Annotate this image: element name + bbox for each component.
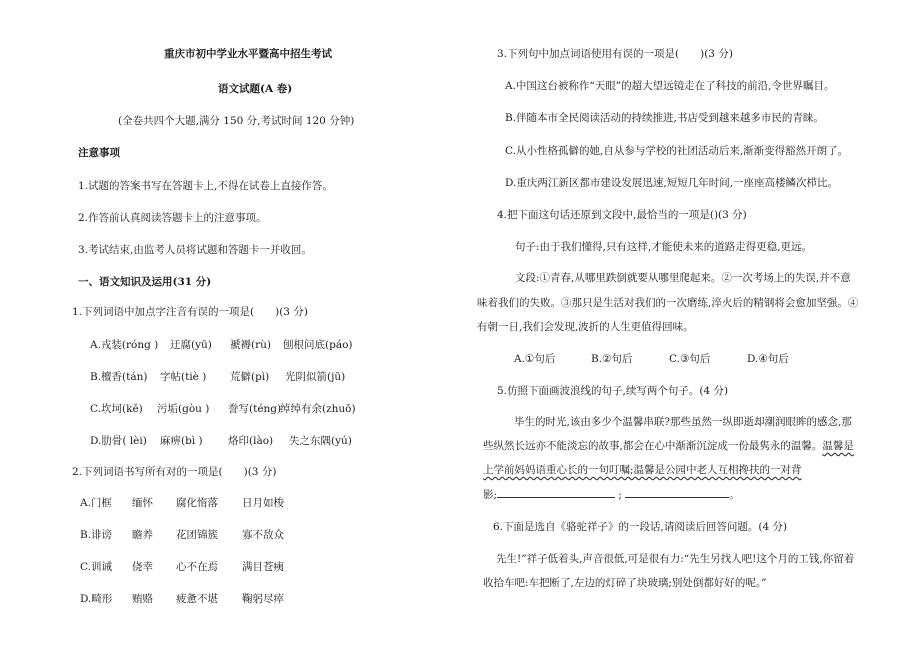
q5-answer-blank-1[interactable] bbox=[497, 487, 615, 498]
q1-option-b: B.檀香(tán) bbox=[90, 371, 148, 383]
q1-option-word: 迂腐(yū) bbox=[170, 339, 212, 351]
q1-option-c: C.坎坷(kě) bbox=[90, 403, 143, 415]
q2-option-b: B.诽谤 bbox=[80, 529, 113, 541]
question-stem: 2.下列词语书写所有对的一项是( )(3 分) bbox=[72, 466, 277, 478]
section-heading: 一、语文知识及运用(31 分) bbox=[78, 276, 212, 288]
q5-answer-prefix: 影; bbox=[483, 489, 498, 501]
q1-option-word: 失之东隅(yú) bbox=[289, 435, 352, 447]
q3-option-b: B.伴随本市全民阅读活动的持续推进,书店受到越来越多市民的青睐。 bbox=[505, 112, 824, 124]
question-stem: 4.把下面这句话还原到文段中,最恰当的一项是()(3 分) bbox=[497, 209, 747, 221]
q5-answer-line bbox=[483, 487, 740, 502]
exam-title: 重庆市初中学业水平暨高中招生考试 bbox=[164, 48, 332, 60]
q2-option-word: 花团锦簇 bbox=[176, 529, 218, 541]
question-stem: 3.下列句中加点词语使用有误的一项是( )(3 分) bbox=[497, 48, 733, 60]
question-stem: 6.下面是选自《骆驼祥子》的一段话,请阅读后回答问题。(4 分) bbox=[493, 521, 788, 533]
q1-option-word: 绰绰有余(zhuō) bbox=[280, 403, 356, 415]
q2-option-c: C.训诫 bbox=[80, 561, 112, 573]
q1-option-word: 誊写(téng) bbox=[228, 403, 282, 415]
q4-sentence: 句子:由于我们懂得,只有这样,才能使未来的道路走得更稳,更远。 bbox=[515, 241, 813, 253]
q2-option-d: D.畸形 bbox=[80, 593, 113, 605]
q2-option-word: 侥幸 bbox=[132, 561, 153, 573]
q2-option-word: 疲惫不堪 bbox=[176, 593, 218, 605]
notice-item: 2.作答前认真阅读答题卡上的注意事项。 bbox=[78, 212, 267, 224]
question-stem: 1.下列词语中加点字注音有误的一项是( )(3 分) bbox=[72, 306, 308, 318]
q3-option-c: C.从小性格孤僻的她,自从参与学校的社团活动后来,渐渐变得豁然开朗了。 bbox=[505, 145, 849, 157]
q1-option-word: 污垢(gòu ) bbox=[157, 403, 210, 415]
q3-option-d: D.重庆两江新区都市建设发展迅速,短短几年时间,一座座高楼鳞次栉比。 bbox=[505, 177, 839, 189]
q1-option-word: 荒僻(pì) bbox=[230, 371, 270, 383]
q2-option-word: 寡不敌众 bbox=[242, 529, 284, 541]
q4-passage-line: 文段:①青春,从哪里跌倒就要从哪里爬起来。②一次考场上的失误,并不意 bbox=[515, 272, 851, 284]
q2-option-word: 腐化惰落 bbox=[176, 497, 218, 509]
q5-answer-blank-2[interactable] bbox=[625, 487, 729, 498]
q1-option-d: D.肋骨( lèi) bbox=[90, 435, 147, 447]
q5-wave-line: 上学前妈妈语重心长的一句叮嘱;温馨是公园中老人互相搀扶的一对背 bbox=[483, 464, 802, 476]
q1-option-word: 刨根问底(páo) bbox=[283, 339, 353, 351]
q2-option-word: 日月如梭 bbox=[242, 497, 284, 509]
q2-option-a: A.门框 bbox=[80, 497, 112, 509]
question-stem: 5.仿照下面画波浪线的句子,续写两个句子。(4 分) bbox=[497, 385, 729, 397]
q1-option-word: 字帖(tiè ) bbox=[160, 371, 207, 383]
q4-choice-c: C.③句后 bbox=[669, 353, 711, 365]
q5-passage-line: 毕生的时光,该由多少个温馨串联?那些虽然一纵即逝却潮润眼眸的感念,那 bbox=[514, 416, 852, 428]
q1-option-word: 褫褥(rù) bbox=[230, 339, 271, 351]
q2-option-word: 贿赂 bbox=[132, 593, 153, 605]
notice-heading: 注意事项 bbox=[78, 147, 120, 159]
q5-answer-end: 。 bbox=[729, 489, 740, 501]
q4-choice-a: A.①句后 bbox=[514, 353, 556, 365]
q6-passage-line: 收拾车吧:车把断了,左边的灯碎了块玻璃;别处倒都好好的呢。” bbox=[483, 577, 767, 589]
paper-title: 语文试题(A 卷) bbox=[218, 83, 293, 95]
q5-answer-sep: ; bbox=[618, 489, 622, 501]
q1-option-word: 烙印(lào) bbox=[228, 435, 274, 447]
q2-option-word: 满目苍痍 bbox=[242, 561, 284, 573]
q1-option-a: A.戎装(róng ) bbox=[90, 339, 159, 351]
q2-option-word: 鞠躬尽瘁 bbox=[242, 593, 284, 605]
q3-option-a: A.中国这台被称作“天眼”的超大望远镜走在了科技的前沿,令世界瞩目。 bbox=[505, 80, 835, 92]
exam-info: (全卷共四个大题,满分 150 分,考试时间 120 分钟) bbox=[118, 115, 355, 127]
q4-passage-line: 味着我们的失败。③那只是生活对我们的一次磨练,淬火后的精钢将会愈加坚强。④ bbox=[477, 297, 859, 309]
q5-wave-text: 温馨是 bbox=[822, 440, 854, 452]
notice-item: 3.考试结束,由监考人员将试题和答题卡一并收回。 bbox=[78, 244, 312, 256]
q2-option-word: 心不在焉 bbox=[176, 561, 218, 573]
q6-passage-line: 先生!”祥子低着头,声音很低,可是很有力:“先生另找人吧!这个月的工钱,你留着 bbox=[496, 553, 855, 565]
q2-option-word: 瞻养 bbox=[132, 529, 153, 541]
q2-option-word: 缅怀 bbox=[132, 497, 153, 509]
notice-item: 1.试题的答案书写在答题卡上,不得在试卷上直接作答。 bbox=[78, 180, 333, 192]
q1-option-word: 光阴似箭(jū) bbox=[285, 371, 346, 383]
q1-option-word: 麻痹(bì ) bbox=[160, 435, 203, 447]
q5-passage-line: 些纵然长远亦不能淡忘的故事,都会在心中渐渐沉淀成一份最隽永的温馨。温馨是 bbox=[483, 440, 854, 452]
q4-choice-d: D.④句后 bbox=[747, 353, 789, 365]
q4-choice-b: B.②句后 bbox=[591, 353, 633, 365]
q4-passage-line: 有朝一日,我们会发现,波折的人生更值得回味。 bbox=[477, 321, 694, 333]
